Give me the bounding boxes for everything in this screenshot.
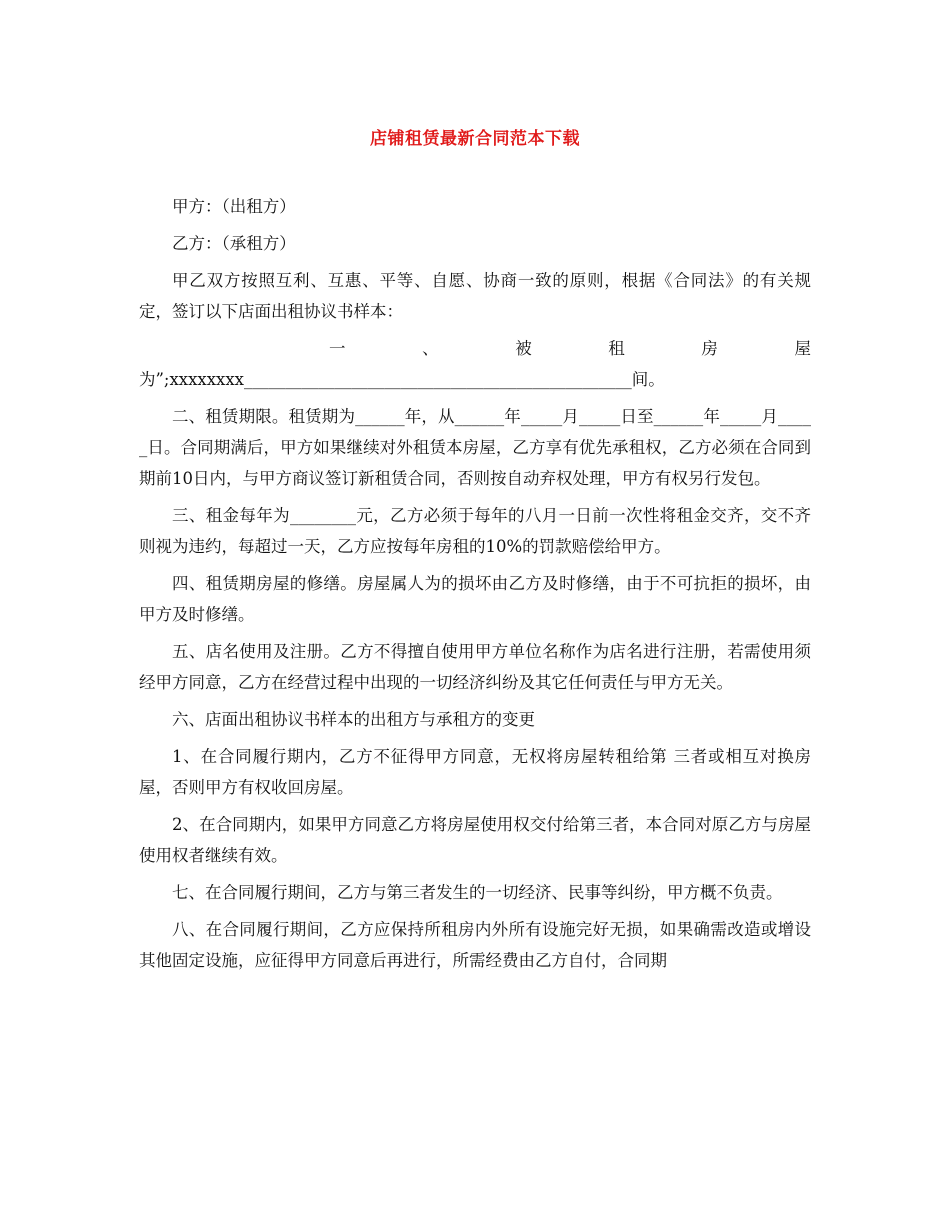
clause-6-2-paragraph: 2、在合同期内，如果甲方同意乙方将房屋使用权交付给第三者，本合同对原乙方与房屋使用权者继续有效。 xyxy=(139,815,811,865)
clause-6-heading: 六、店面出租协议书样本的出租方与承租方的变更 xyxy=(172,710,535,729)
spread-char: 、 xyxy=(422,339,439,358)
clause-2-paragraph: 二、租赁期限。租赁期为______年，从______年_____月_____日至______年_____月_____日。合同期满后，甲方如果继续对外租赁本房屋，乙方享有优先承租权，乙方必须在合同到期前10日内，与甲方商议签订新租赁合同，否则按自动弃权处理，甲方有权另行发包。 xyxy=(139,407,811,488)
spread-char: 屋 xyxy=(794,339,811,358)
clause-7-paragraph: 七、在合同履行期间，乙方与第三者发生的一切经济、民事等纠纷，甲方概不负责。 xyxy=(172,883,783,902)
spread-char: 一 xyxy=(329,339,346,358)
document-body xyxy=(139,191,811,982)
spread-char: 房 xyxy=(701,339,718,358)
clause-6-1-paragraph: 1、在合同履行期内，乙方不征得甲方同意，无权将房屋转租给第 三者或相互对换房屋，否则甲方有权收回房屋。 xyxy=(139,747,811,797)
clause-1-spread-line xyxy=(139,333,811,364)
clause-5-paragraph: 五、店名使用及注册。乙方不得擅自使用甲方单位名称作为店名进行注册，若需使用须经甲方同意，乙方在经营过程中出现的一切经济纠纷及其它任何责任与甲方无关。 xyxy=(139,642,811,692)
clause-3-paragraph: 三、租金每年为________元，乙方必须于每年的八月一日前一次性将租金交齐，交不齐则视为违约，每超过一天，乙方应按每年房租的10%的罚款赔偿给甲方。 xyxy=(139,506,811,556)
spread-char: 租 xyxy=(608,339,625,358)
clause-1-tail: 为”;xxxxxxxx_______________________________________________间。 xyxy=(139,370,665,389)
spread-char: 被 xyxy=(515,339,532,358)
clause-8-paragraph: 八、在合同履行期间，乙方应保持所租房内外所有设施完好无损，如果确需改造或增设其他固定设施，应征得甲方同意后再进行，所需经费由乙方自付，合同期 xyxy=(139,920,811,970)
intro-paragraph: 甲乙双方按照互利、互惠、平等、自愿、协商一致的原则，根据《合同法》的有关规定，签订以下店面出租协议书样本： xyxy=(139,271,811,321)
party-a-line: 甲方：（出租方） xyxy=(172,197,296,216)
clause-4-paragraph: 四、租赁期房屋的修缮。房屋属人为的损坏由乙方及时修缮，由于不可抗拒的损坏，由甲方及时修缮。 xyxy=(139,574,811,624)
party-b-line: 乙方：（承租方） xyxy=(172,234,296,253)
document-title: 店铺租赁最新合同范本下载 xyxy=(370,129,580,149)
